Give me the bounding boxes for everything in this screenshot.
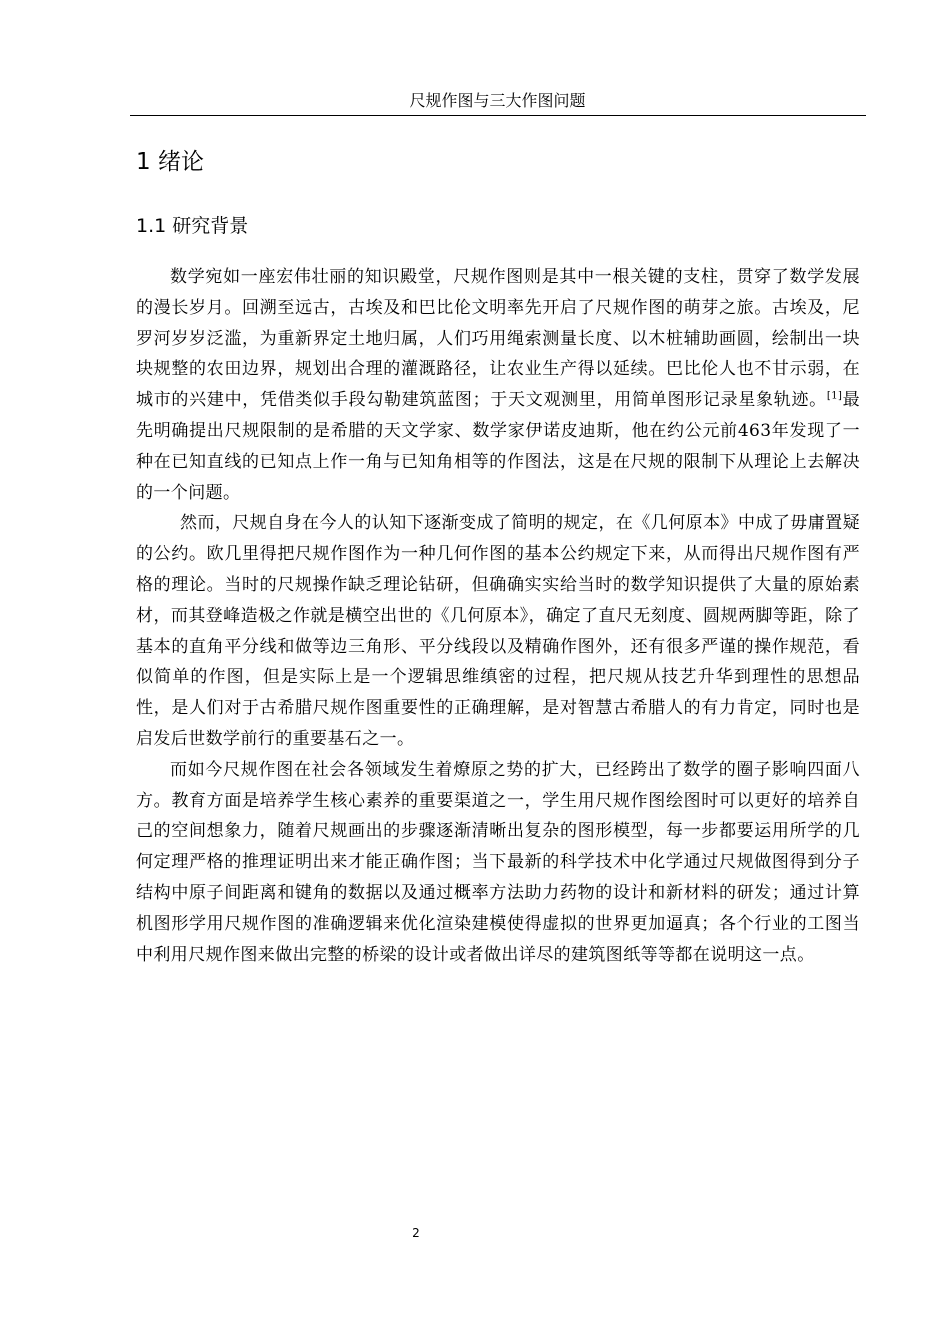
page-number: 2: [412, 1226, 420, 1240]
body-text: [136, 262, 860, 970]
paragraph-1: [136, 262, 860, 508]
running-header: 尺规作图与三大作图问题: [409, 91, 586, 110]
paragraph-1-text-b: 最先明确提出尺规限制的是希腊的天文学家、数学家伊诺皮迪斯，他在约公元前463年发现了一种在已知直线的已知点上作一角与已知角相等的作图法，这是在尺规的限制下从理论上去解决的一个问题。: [136, 390, 860, 503]
citation-marker: [1]: [826, 390, 843, 402]
chapter-title: 1 绪论: [136, 149, 204, 175]
section-title: 1.1 研究背景: [136, 215, 249, 237]
paragraph-3: 而如今尺规作图在社会各领域发生着燎原之势的扩大，已经跨出了数学的圈子影响四面八方。教育方面是培养学生核心素养的重要渠道之一，学生用尺规作图绘图时可以更好的培养自己的空间想象力，随着尺规画出的步骤逐渐清晰出复杂的图形模型，每一步都要运用所学的几何定理严格的推理证明出来才能正确作图；当下最新的科学技术中化学通过尺规做图得到分子结构中原子间距离和键角的数据以及通过概率方法助力药物的设计和新材料的研发；通过计算机图形学用尺规作图的准确逻辑来优化渲染建模使得虚拟的世界更加逼真；各个行业的工图当中利用尺规作图来做出完整的桥梁的设计或者做出详尽的建筑图纸等等都在说明这一点。: [136, 759, 860, 965]
header-rule: [130, 115, 866, 116]
paragraph-2: 然而，尺规自身在今人的认知下逐渐变成了简明的规定，在《几何原本》中成了毋庸置疑的公约。欧几里得把尺规作图作为一种几何作图的基本公约规定下来，从而得出尺规作图有严格的理论。当时的尺规操作缺乏理论钻研，但确确实实给当时的数学知识提供了大量的原始素材，而其登峰造极之作就是横空出世的《几何原本》，确定了直尺无刻度、圆规两脚等距，除了基本的直角平分线和做等边三角形、平分线段以及精确作图外，还有很多严谨的操作规范，看似简单的作图，但是实际上是一个逻辑思维缜密的过程，把尺规从技艺升华到理性的思想品性，是人们对于古希腊尺规作图重要性的正确理解，是对智慧古希腊人的有力肯定，同时也是启发后世数学前行的重要基石之一。: [136, 513, 860, 749]
paragraph-1-text-a: 数学宛如一座宏伟壮丽的知识殿堂，尺规作图则是其中一根关键的支柱，贯穿了数学发展的漫长岁月。回溯至远古，古埃及和巴比伦文明率先开启了尺规作图的萌芽之旅。古埃及，尼罗河岁岁泛滥，为重新界定土地归属，人们巧用绳索测量长度、以木桩辅助画圆，绘制出一块块规整的农田边界，规划出合理的灌溉路径，让农业生产得以延续。巴比伦人也不甘示弱，在城市的兴建中，凭借类似手段勾勒建筑蓝图；于天文观测里，用简单图形记录星象轨迹。: [136, 267, 860, 411]
